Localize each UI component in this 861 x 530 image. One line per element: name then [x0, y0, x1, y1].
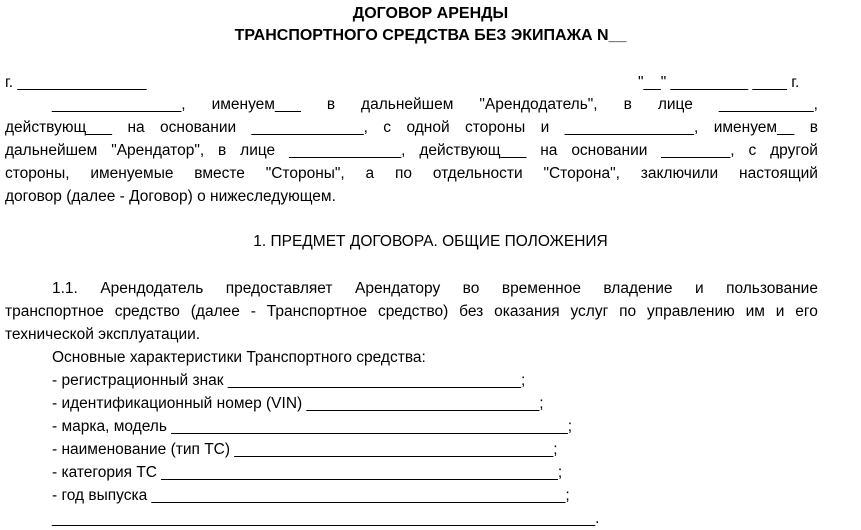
preamble-word: _____________, — [251, 119, 368, 136]
preamble-word: основании — [571, 142, 648, 159]
clause-1-1-line-3: технической эксплуатации. — [5, 326, 201, 343]
preamble-word: дальнейшем — [5, 142, 98, 159]
clause-word: услуг — [570, 303, 609, 320]
clause-word: и — [694, 280, 704, 297]
clause-word: оказания — [494, 303, 560, 320]
preamble-word: вместе — [194, 165, 245, 182]
preamble-word: именуем__ — [713, 119, 795, 136]
preamble-word: в — [623, 96, 632, 113]
preamble-word: заключили — [640, 165, 719, 182]
preamble-word: "Арендодатель", — [479, 96, 598, 113]
preamble-word: а — [365, 165, 375, 182]
preamble-word: ___________, — [718, 96, 818, 113]
clause-word: - — [250, 303, 256, 320]
preamble-word: другой — [770, 142, 818, 159]
preamble-word: "Арендатор", — [111, 142, 205, 159]
clause-word: его — [795, 303, 818, 320]
clause-word: им — [745, 303, 765, 320]
preamble-word: действующ___ — [419, 142, 527, 159]
preamble-line-2 — [5, 116, 818, 139]
preamble-word: в — [809, 119, 818, 136]
preamble-line-4 — [5, 162, 818, 185]
clause-word: временное — [501, 280, 581, 297]
clause-word: управлению — [646, 303, 735, 320]
preamble-word: настоящий — [739, 165, 818, 182]
preamble-word: действующ___ — [5, 119, 113, 136]
preamble-word: по — [394, 165, 412, 182]
characteristics-heading: Основные характеристики Транспортного средства: — [52, 349, 426, 366]
preamble-word: в — [326, 96, 336, 113]
preamble-word: и — [540, 119, 550, 136]
clause-word: по — [619, 303, 637, 320]
clause-word: и — [775, 303, 785, 320]
clause-1-1-line-1 — [52, 277, 818, 300]
preamble-word: именуем___ — [211, 96, 301, 113]
preamble-word: дальнейшем — [361, 96, 454, 113]
clause-word: средство) — [377, 303, 449, 320]
clause-word: Транспортное — [266, 303, 368, 320]
characteristic-year: - год выпуска ________________________________________________; — [52, 487, 570, 504]
trailing-blank-line: _______________________________________________________________. — [52, 510, 600, 527]
preamble-line-3 — [5, 139, 818, 162]
preamble-word: с — [748, 142, 757, 159]
preamble-word: именуемые — [90, 165, 174, 182]
preamble-word: стороны, — [5, 165, 70, 182]
clause-word: владение — [603, 280, 673, 297]
place-field: г. _______________ — [5, 74, 147, 91]
characteristic-vin: - идентификационный номер (VIN) ___________________________; — [52, 395, 544, 412]
document-subtitle: ТРАНСПОРТНОГО СРЕДСТВА БЕЗ ЭКИПАЖА N__ — [234, 27, 627, 44]
clause-word: пользование — [726, 280, 818, 297]
characteristic-registration: - регистрационный знак __________________________________; — [52, 372, 526, 389]
date-field: "__" _________ ____ г. — [638, 74, 800, 91]
characteristic-make-model: - марка, модель ______________________________________________; — [52, 418, 573, 435]
preamble-word: _____________, — [289, 142, 406, 159]
preamble-line-1 — [52, 93, 818, 116]
preamble-word: ________, — [661, 142, 735, 159]
preamble-word: _______________, — [52, 96, 186, 113]
preamble-word: "Стороны", — [265, 165, 345, 182]
clause-1-1-line-2 — [5, 300, 818, 323]
preamble-word: на — [127, 119, 145, 136]
preamble-word: "Сторона", — [543, 165, 620, 182]
preamble-line-5: договор (далее - Договор) о нижеследующем. — [5, 188, 336, 205]
section-1-title: 1. ПРЕДМЕТ ДОГОВОРА. ОБЩИЕ ПОЛОЖЕНИЯ — [253, 233, 608, 250]
preamble-word: _______________, — [564, 119, 699, 136]
preamble-word: лице — [657, 96, 693, 113]
clause-word: Арендатору — [354, 280, 441, 297]
preamble-word: лице — [240, 142, 276, 159]
preamble-word: отдельности — [432, 165, 523, 182]
preamble-word: основании — [160, 119, 237, 136]
clause-word: во — [462, 280, 480, 297]
characteristic-category: - категория ТС ______________________________________________; — [52, 464, 563, 481]
clause-word: Арендодатель — [100, 280, 204, 297]
preamble-word: на — [540, 142, 558, 159]
document-title: ДОГОВОР АРЕНДЫ — [352, 5, 509, 22]
clause-word: без — [459, 303, 484, 320]
preamble-word: в — [218, 142, 227, 159]
clause-word: (далее — [190, 303, 240, 320]
clause-word: транспортное — [5, 303, 104, 320]
characteristic-type: - наименование (тип ТС) _____________________________________; — [52, 441, 558, 458]
clause-word: средство — [114, 303, 180, 320]
preamble-word: одной — [406, 119, 450, 136]
clause-word: предоставляет — [225, 280, 333, 297]
clause-word: 1.1. — [52, 280, 78, 297]
preamble-word: стороны — [465, 119, 526, 136]
preamble-word: с — [383, 119, 392, 136]
